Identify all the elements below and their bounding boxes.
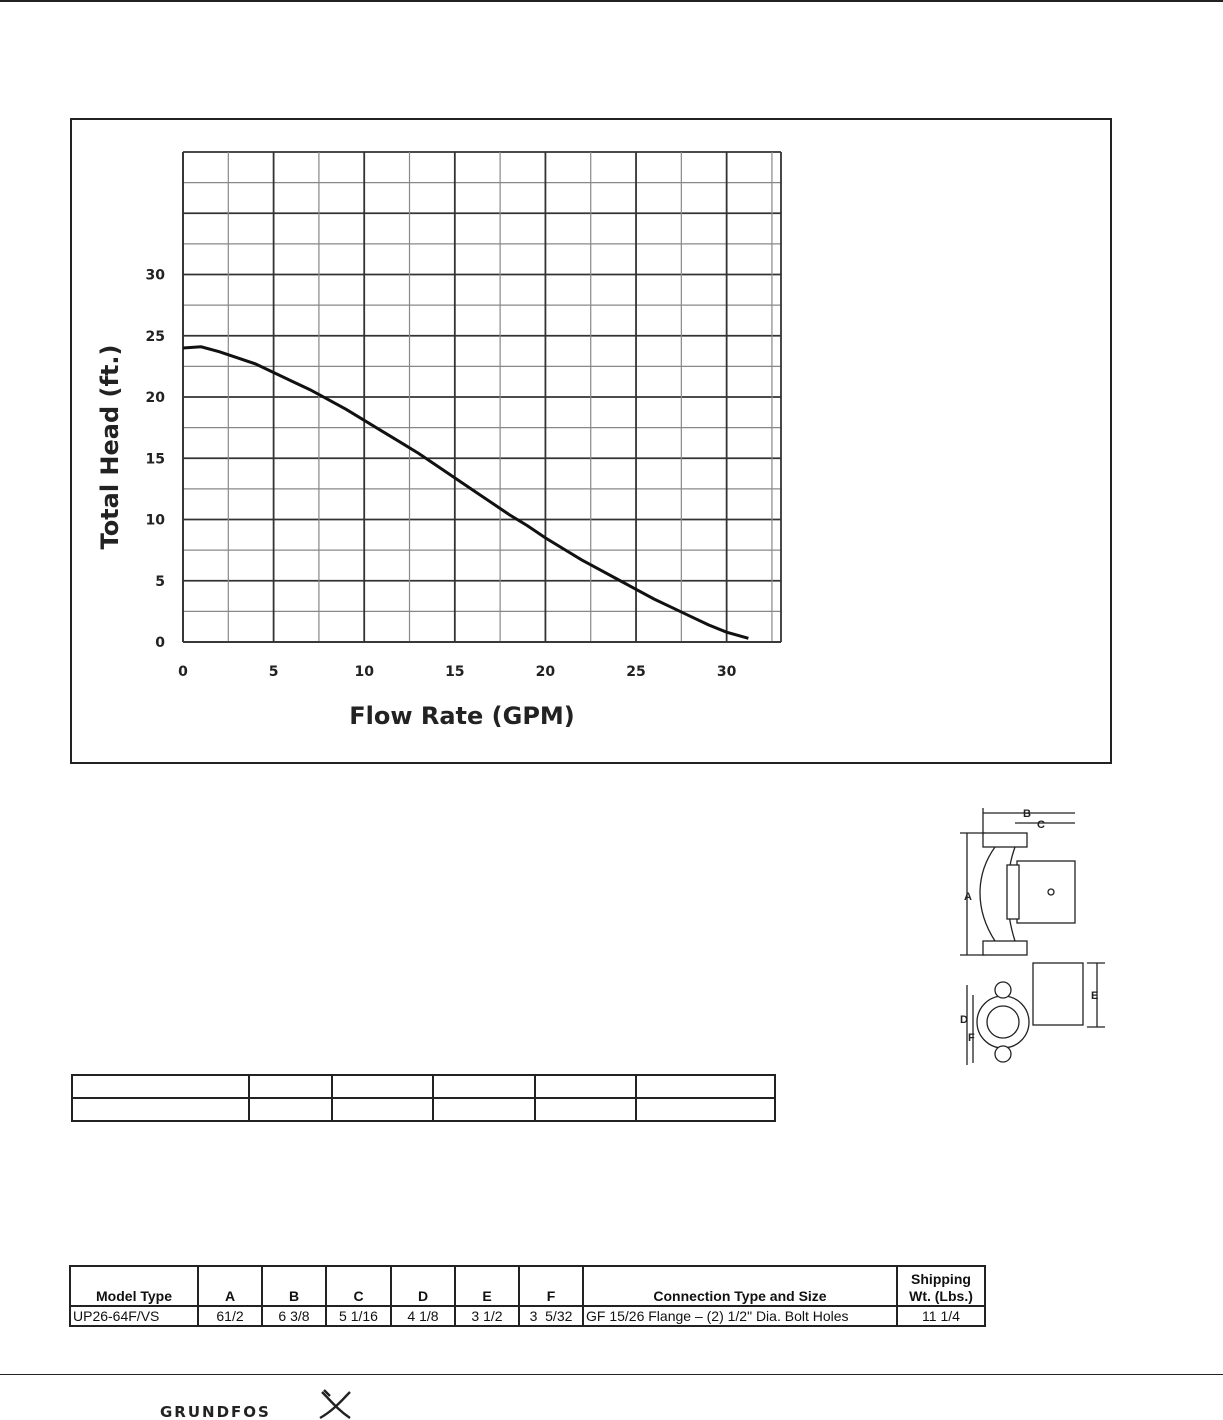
x-tick-label: 15 — [445, 664, 465, 680]
y-tick-label: 25 — [145, 328, 165, 345]
dim-label-b: B — [1023, 808, 1031, 820]
dim-label-c: C — [1037, 819, 1045, 831]
header-connection: Connection Type and Size — [583, 1266, 897, 1306]
blank-cell — [535, 1098, 636, 1121]
x-tick-label: 25 — [626, 664, 646, 680]
dimensions-header-row — [70, 1266, 985, 1306]
bottom-rule — [0, 1374, 1223, 1375]
blank-cell — [72, 1075, 249, 1098]
dim-label-f: F — [968, 1032, 975, 1044]
y-axis-title: Total Head (ft.) — [96, 344, 124, 550]
cell-a: 61/2 — [198, 1306, 262, 1326]
cell-d: 4 1/8 — [391, 1306, 455, 1326]
blank-cell — [433, 1098, 535, 1121]
dim-label-d: D — [960, 1014, 968, 1026]
performance-chart — [72, 120, 1112, 764]
header-f: F — [519, 1266, 583, 1306]
x-axis-title: Flow Rate (GPM) — [349, 702, 575, 730]
header-shipping-weight: Shipping Wt. (Lbs.) — [897, 1266, 985, 1306]
x-tick-label: 30 — [716, 664, 737, 680]
top-rule — [0, 0, 1223, 2]
blank-cell — [433, 1075, 535, 1098]
blank-cell — [636, 1075, 775, 1098]
cell-connection: GF 15/26 Flange – (2) 1/2" Dia. Bolt Holes — [583, 1306, 897, 1326]
blank-table-row — [72, 1075, 775, 1098]
header-b: B — [262, 1266, 326, 1306]
pump-dimension-drawing — [955, 805, 1115, 1075]
x-tick-label: 0 — [178, 664, 188, 680]
dimensions-table — [69, 1265, 986, 1327]
blank-table — [71, 1074, 776, 1122]
blank-cell — [249, 1098, 332, 1121]
blank-table-row — [72, 1098, 775, 1121]
header-c: C — [326, 1266, 391, 1306]
dim-label-a: A — [964, 891, 972, 903]
grundfos-x-mark-icon — [320, 1390, 350, 1418]
dim-label-e: E — [1091, 990, 1099, 1002]
x-tick-label: 10 — [354, 664, 374, 680]
y-tick-label: 10 — [145, 512, 165, 529]
table-row — [70, 1306, 985, 1326]
grundfos-wordmark: GRUNDFOS — [160, 1403, 271, 1420]
blank-cell — [72, 1098, 249, 1121]
blank-cell — [535, 1075, 636, 1098]
cell-model-type: UP26-64F/VS — [70, 1306, 198, 1326]
y-tick-label: 5 — [155, 573, 165, 590]
y-tick-label: 15 — [145, 451, 165, 468]
cell-shipping-weight: 11 1/4 — [897, 1306, 985, 1326]
blank-cell — [332, 1075, 433, 1098]
chart-grid — [183, 152, 781, 642]
pump-curve-line — [183, 347, 748, 639]
header-a: A — [198, 1266, 262, 1306]
cell-e: 3 1/2 — [455, 1306, 519, 1326]
x-tick-label: 5 — [268, 664, 279, 680]
cell-c: 5 1/16 — [326, 1306, 391, 1326]
header-e: E — [455, 1266, 519, 1306]
blank-cell — [249, 1075, 332, 1098]
cell-b: 6 3/8 — [262, 1306, 326, 1326]
header-d: D — [391, 1266, 455, 1306]
y-tick-label: 30 — [145, 267, 165, 284]
grundfos-logo — [160, 1388, 360, 1420]
y-tick-label: 20 — [145, 390, 165, 406]
blank-cell — [332, 1098, 433, 1121]
x-tick-label: 20 — [535, 664, 556, 680]
performance-chart-frame — [70, 118, 1112, 764]
blank-cell — [636, 1098, 775, 1121]
y-tick-label: 0 — [155, 635, 165, 651]
header-model-type: Model Type — [70, 1266, 198, 1306]
cell-f: 3 5/32 — [519, 1306, 583, 1326]
chart-tick-labels — [146, 268, 737, 681]
